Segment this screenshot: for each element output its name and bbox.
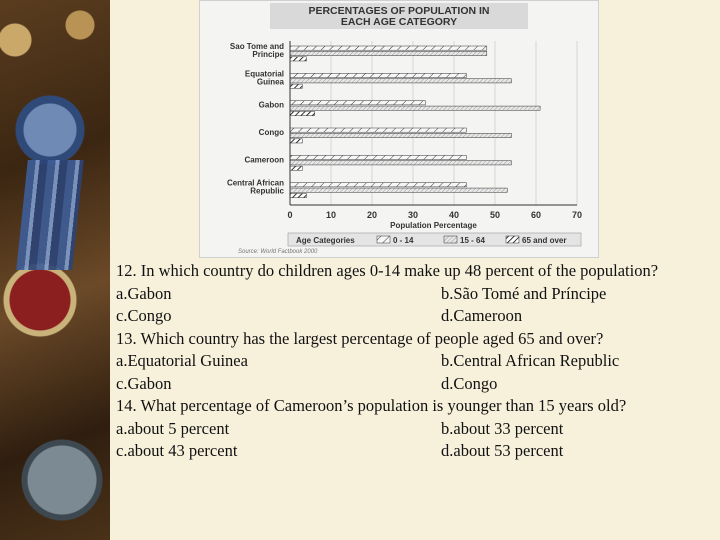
question-number: 13.: [116, 328, 137, 348]
category-label-0: Sao Tome and: [229, 42, 284, 51]
bar-65andover-5: [290, 193, 306, 197]
bar-15-64-5: [290, 188, 507, 192]
medals-photo: [0, 0, 110, 540]
option-d[interactable]: d.Cameroon: [441, 306, 523, 325]
option-b[interactable]: b.Central African Republic: [441, 351, 620, 370]
x-tick-label: 50: [489, 210, 501, 220]
category-label-5: Republic: [250, 186, 284, 196]
bar-15-64-2: [290, 106, 540, 110]
question-number: 12.: [116, 261, 137, 280]
category-label-0: Principe: [252, 50, 284, 59]
category-label-1: Guinea: [256, 77, 284, 87]
option-a[interactable]: a.Equatorial Guinea: [116, 351, 248, 370]
option-c[interactable]: c.Congo: [116, 306, 172, 325]
bar-0-14-2: [290, 101, 425, 105]
bar-65andover-2: [290, 111, 315, 115]
option-b[interactable]: b.São Tomé and Príncipe: [441, 283, 607, 303]
legend-label-0: 0 - 14: [393, 236, 414, 245]
bar-15-64-0: [290, 51, 487, 55]
bar-15-64-4: [290, 161, 511, 165]
chart-title-line-2: EACH AGE CATEGORY: [340, 16, 458, 28]
legend-swatch-2: [506, 236, 519, 243]
x-tick-label: 20: [366, 210, 378, 220]
bar-65andover-3: [290, 139, 302, 143]
legend-title: Age Categories: [296, 236, 355, 245]
chart-panel: [199, 0, 599, 258]
bar-0-14-5: [290, 183, 466, 187]
option-b[interactable]: b.about 33 percent: [441, 418, 564, 438]
option-d[interactable]: d.about 53 percent: [441, 441, 564, 460]
x-tick-label: 70: [571, 210, 583, 220]
questions-block: [116, 260, 716, 463]
legend-swatch-0: [377, 236, 390, 243]
x-tick-label: 30: [407, 210, 419, 220]
bar-65andover-1: [290, 84, 302, 88]
option-c[interactable]: c.about 43 percent: [116, 441, 238, 460]
bar-0-14-0: [290, 46, 487, 50]
option-c[interactable]: c.Gabon: [116, 373, 172, 393]
population-chart: [200, 1, 598, 257]
bar-0-14-3: [290, 128, 466, 132]
bar-65andover-0: [290, 57, 306, 61]
option-d[interactable]: d.Congo: [441, 373, 498, 393]
legend-swatch-1: [444, 236, 457, 243]
chart-source: Source: World Factbook 2000: [238, 249, 318, 255]
question-14: [116, 395, 716, 463]
category-label-2: Gabon: [258, 100, 284, 110]
question-13: [116, 328, 716, 396]
x-tick-label: 60: [530, 210, 542, 220]
category-label-1: Equatorial: [244, 69, 284, 79]
bar-15-64-1: [290, 79, 511, 83]
question-12: [116, 260, 716, 328]
bar-65andover-4: [290, 166, 302, 170]
bar-15-64-3: [290, 133, 511, 137]
medal-ribbon: [16, 160, 84, 270]
x-tick-label: 40: [448, 210, 460, 220]
legend-label-2: 65 and over: [522, 236, 567, 245]
bar-0-14-4: [290, 155, 466, 159]
question-text: Which country has the largest percentage of people aged 65 and over?: [140, 328, 604, 348]
chart-title-line-1: PERCENTAGES OF POPULATION IN: [308, 5, 490, 17]
x-axis-label: Population Percentage: [390, 221, 477, 230]
question-text: What percentage of Cameroon’s population is younger than 15 years old?: [140, 396, 627, 415]
bar-0-14-1: [290, 73, 466, 77]
option-a[interactable]: a.Gabon: [116, 283, 172, 303]
category-label-4: Cameroon: [244, 155, 284, 165]
option-a[interactable]: a.about 5 percent: [116, 418, 230, 438]
question-text: In which country do children ages 0-14 make up 48 percent of the population?: [140, 261, 659, 280]
category-label-3: Congo: [258, 128, 284, 137]
category-label-5: Central African: [226, 178, 284, 188]
x-tick-label: 10: [325, 210, 337, 220]
legend-label-1: 15 - 64: [460, 236, 485, 245]
question-number: 14.: [116, 396, 137, 415]
x-tick-label: 0: [287, 210, 293, 220]
